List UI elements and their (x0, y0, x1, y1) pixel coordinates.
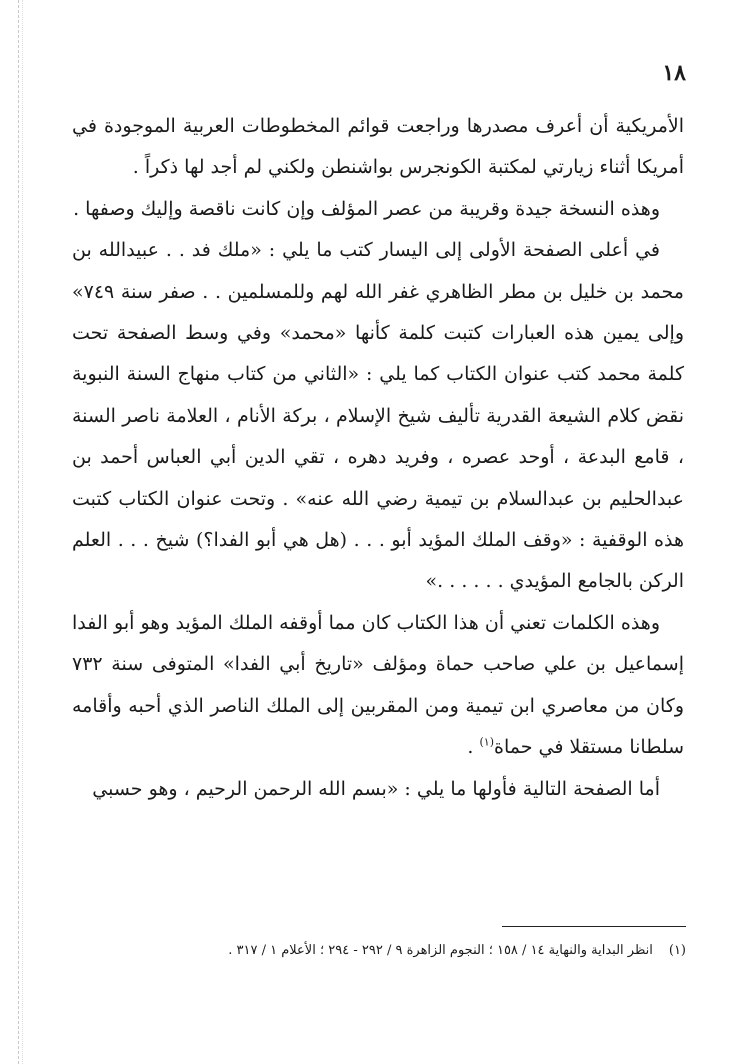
paragraph-4 (72, 603, 684, 769)
paragraph-3: في أعلى الصفحة الأولى إلى اليسار كتب ما يلي : «ملك فد . . عبيدالله بن محمد بن خليل بن مطر الظاهري غفر الله لهم وللمسلمين . . صفر سنة ٧٤٩» وإلى يمين هذه العبارات كتبت كلمة كأنها «محمد» وفي وسط الصفحة تحت كلمة محمد كتب عنوان الكتاب كما يلي : «الثاني من كتاب منهاج السنة النبوية نقض كلام الشيعة القدرية تأليف شيخ الإسلام ، بركة الأنام ، العلامة ناصر السنة ، قامع البدعة ، أوحد عصره ، وفريد دهره ، تقي الدين أبي العباس أحمد بن عبدالحليم بن عبدالسلام بن تيمية رضي الله عنه» . وتحت عنوان الكتاب كتبت هذه الوقفية : «وقف الملك المؤيد أبو . . . (هل هي أبو الفدا؟) شيخ . . . العلم الركن بالجامع المؤيدي . . . . . .» (72, 239, 684, 593)
page-fold-line-inner (22, 0, 24, 1064)
paragraph-2: وهذه النسخة جيدة وقريبة من عصر المؤلف وإن كانت ناقصة وإليك وصفها . (73, 197, 660, 220)
paragraph-5: أما الصفحة التالية فأولها ما يلي : «بسم الله الرحمن الرحيم ، وهو حسبي (92, 777, 660, 800)
page-number: ١٨ (662, 60, 686, 86)
paragraph-4-text: وهذه الكلمات تعني أن هذا الكتاب كان مما أوقفه الملك المؤيد وهو أبو الفدا إسماعيل بن علي صاحب حماة ومؤلف «تاريخ أبي الفدا» المتوفى سنة ٧٣٢ وكان من معاصري ابن تيمية ومن المقربين إلى الملك الناصر الذي أحبه وأقامه سلطانا مستقلا في حماة (72, 611, 684, 759)
footnote-marker: (١) (668, 943, 686, 958)
page-fold-line (18, 0, 20, 1064)
paragraph-1: الأمريكية أن أعرف مصدرها وراجعت قوائم المخطوطات العربية الموجودة في أمريكا أثناء زيارتي لمكتبة الكونجرس بواشنطن ولكني لم أجد لها ذكراً . (72, 115, 684, 179)
paragraph-4-end: . (467, 736, 480, 759)
footnote-reference: (١) (479, 735, 495, 749)
footnote-text: انظر البداية والنهاية ١٤ / ١٥٨ ؛ النجوم الزاهرة ٩ / ٢٩٢ - ٢٩٤ ؛ الأعلام ١ / ٣١٧ . (228, 943, 653, 958)
footnote (56, 938, 686, 964)
main-text (72, 106, 684, 810)
footnote-divider (502, 926, 686, 927)
